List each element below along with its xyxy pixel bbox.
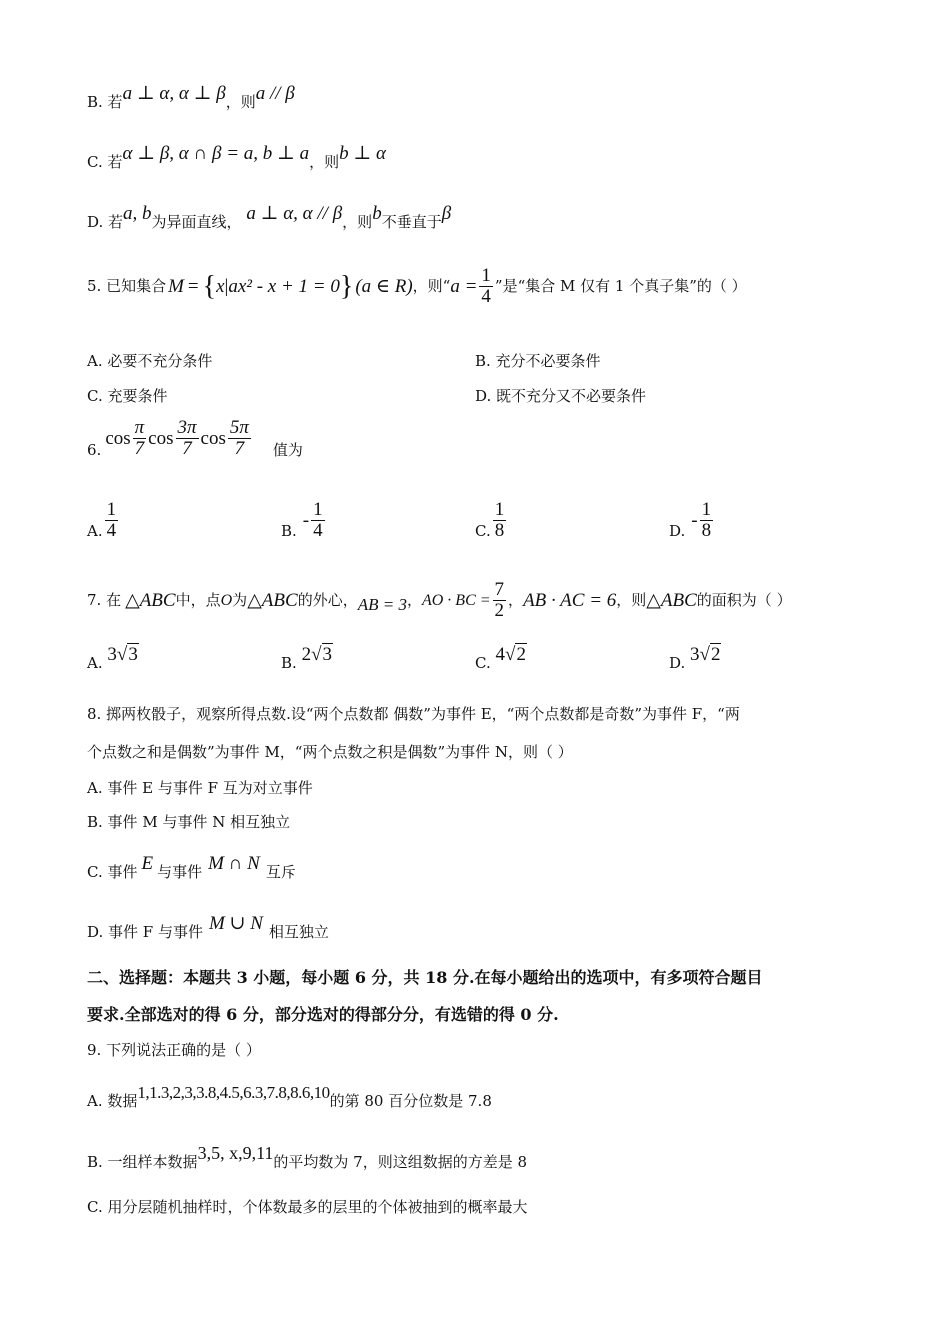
q4-option-c: C. 若α ⊥ β, α ∩ β = a, b ⊥ a，则b ⊥ α	[87, 143, 386, 171]
q8-option-d: D. 事件 F 与事件 M ∪ N 相互独立	[87, 913, 329, 941]
q8-option-a: A. 事件 E 与事件 F 互为对立事件	[87, 779, 313, 797]
section2-heading-line1: 二、选择题：本题共 3 小题，每小题 6 分，共 18 分.在每小题给出的选项中，有多项符合题目	[87, 968, 763, 987]
q7-option-d: D. 3√2	[669, 644, 721, 672]
q8-option-c: C. 事件 E 与事件 M ∩ N 互斥	[87, 853, 296, 881]
q9-option-c: C. 用分层随机抽样时，个体数最多的层里的个体被抽到的概率最大	[87, 1198, 528, 1216]
q4-c-condition: α ⊥ β, α ∩ β = a, b ⊥ a	[122, 143, 310, 164]
q5-stem: 5. 已知集合 M = { x | ax² - x + 1 = 0 } (a ∈ R) ，则“ a = $\frac{1}{4}$ ”是“集合 M 仅有 1 个真子集”的（ ）	[87, 265, 747, 307]
q4-option-d: D. 若a, b为异面直线， a ⊥ α, α // β，则b不垂直于β	[87, 203, 452, 231]
q7-option-b: B. 2√3	[281, 644, 333, 672]
q5-option-a: A. 必要不充分条件	[87, 352, 213, 370]
q8-option-b: B. 事件 M 与事件 N 相互独立	[87, 813, 291, 831]
q5-equation: ax² - x + 1 = 0	[228, 276, 340, 298]
q4-c-conclusion: b ⊥ α	[339, 143, 386, 164]
q4-option-b: B. 若a ⊥ α, α ⊥ β，则a // β	[87, 83, 295, 111]
q9-stem: 9. 下列说法正确的是（ ）	[87, 1041, 261, 1059]
q9-option-a: A. 数据1,1.3,2,3,3.8,4.5,6.3,7.8,8.6,10的第 80 百分位数是 7.8	[87, 1083, 492, 1110]
q8-stem-line1: 8. 掷两枚骰子，观察所得点数.设“两个点数都 偶数”为事件 E，“两个点数都是奇数”为事件 F，“两	[87, 705, 740, 723]
q6-option-d: D. - $\frac{1}{8}$	[669, 499, 712, 541]
q6-option-c: C. $\frac{1}{8}$	[475, 499, 505, 541]
q7-option-a: A. 3√3	[87, 644, 138, 672]
q6-stem: 6. cos $\frac{\pi}{7}$ cos $\frac{3\pi}{7}$ cos $\frac{5\pi}{7}$ 值为	[87, 417, 303, 460]
q6-option-b: B. - $\frac{1}{4}$	[281, 499, 323, 541]
q4-b-condition: a ⊥ α, α ⊥ β	[122, 83, 226, 104]
q6-option-a: A. $\frac{1}{4}$	[87, 499, 117, 541]
q7-option-c: C. 4√2	[475, 644, 526, 672]
q9-option-b: B. 一组样本数据3,5, x,9,11的平均数为 7，则这组数据的方差是 8	[87, 1143, 528, 1171]
q7-stem: 7. 在 △ABC 中，点 O 为 △ABC 的外心， AB = 3 ， AO · BC = $\frac{7}{2}$ ， AB · AC = 6 ，则 △ABC 的面积为（ ）	[87, 579, 792, 621]
q5-fraction: $\frac{1}{4}$	[481, 265, 491, 307]
q4-b-conclusion: a // β	[255, 83, 295, 104]
q5-option-b: B. 充分不必要条件	[475, 352, 601, 370]
q5-option-c: C. 充要条件	[87, 387, 168, 405]
q5-option-d: D. 既不充分又不必要条件	[475, 387, 647, 405]
section2-heading-line2: 要求.全部选对的得 6 分，部分选对的得部分分，有选错的得 0 分.	[87, 1005, 559, 1024]
q8-stem-line2: 个点数之和是偶数”为事件 M，“两个点数之积是偶数”为事件 N，则（ ）	[87, 743, 573, 761]
